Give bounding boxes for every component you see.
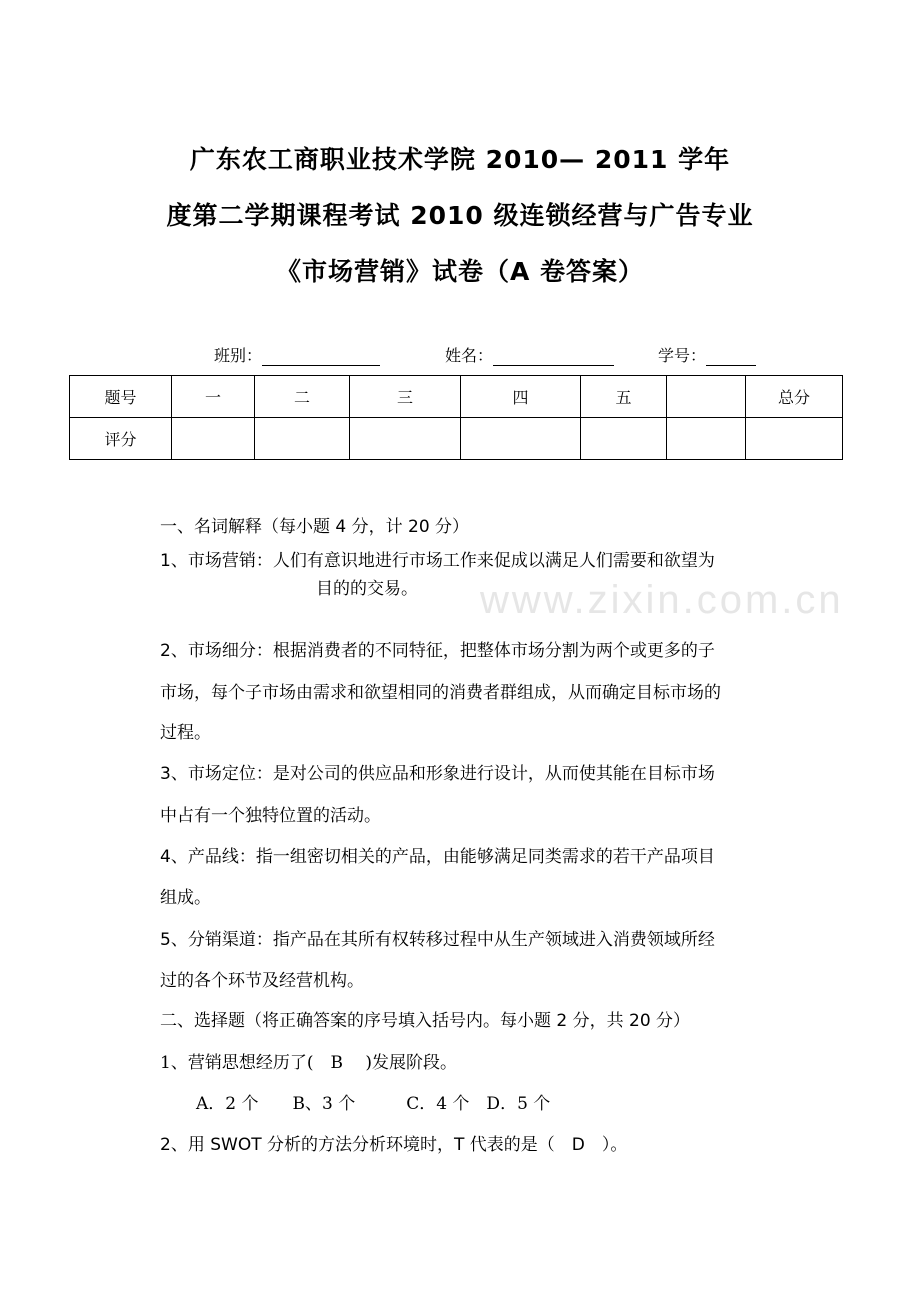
score-cell-1[interactable] (172, 418, 255, 460)
header-cell-5: 五 (581, 376, 667, 418)
score-table-header-row (70, 376, 843, 418)
title-line-3: 《市场营销》试卷（A 卷答案） (275, 257, 645, 286)
header-cell-question-no: 题号 (70, 376, 172, 418)
name-field (445, 343, 614, 366)
score-cell-5[interactable] (581, 418, 667, 460)
q4-definition-line-1: 4、产品线：指一组密切相关的产品，由能够满足同类需求的若干产品项目 (160, 847, 715, 867)
name-label: 姓名： (445, 346, 494, 365)
q2-definition-line-1: 2、市场细分：根据消费者的不同特征，把整体市场分割为两个或更多的子 (160, 641, 715, 661)
mc-q2: 2、用 SWOT 分析的方法分析环境时，T 代表的是（ D ）。 (160, 1135, 628, 1155)
q5-definition-line-2: 过的各个环节及经营机构。 (160, 971, 364, 991)
q5-definition-line-1: 5、分销渠道：指产品在其所有权转移过程中从生产领域进入消费领域所经 (160, 930, 715, 950)
id-field (658, 343, 756, 366)
id-label: 学号： (658, 346, 707, 365)
header-cell-1: 一 (172, 376, 255, 418)
score-table-score-row (70, 418, 843, 460)
class-label: 班别： (214, 346, 263, 365)
mc-q1-options: A．2 个 B、3 个 C．4 个 D．5 个 (196, 1094, 551, 1114)
name-blank[interactable] (493, 347, 614, 366)
q2-definition-line-2: 市场，每个子市场由需求和欲望相同的消费者群组成，从而确定目标市场的 (160, 683, 721, 703)
header-cell-4: 四 (461, 376, 581, 418)
class-field (214, 343, 380, 366)
title-line-1: 广东农工商职业技术学院 2010— 2011 学年 (189, 145, 731, 174)
score-cell-4[interactable] (461, 418, 581, 460)
score-cell-2[interactable] (255, 418, 350, 460)
score-row-label: 评分 (70, 418, 172, 460)
score-cell-6[interactable] (667, 418, 746, 460)
header-cell-total: 总分 (746, 376, 843, 418)
q1-definition-line-2: 目的的交易。 (316, 579, 418, 599)
score-cell-total[interactable] (746, 418, 843, 460)
header-cell-2: 二 (255, 376, 350, 418)
q2-definition-line-3: 过程。 (160, 723, 211, 743)
student-info-row (0, 343, 920, 367)
section2-heading: 二、选择题（将正确答案的序号填入括号内。每小题 2 分，共 20 分） (160, 1011, 691, 1031)
title-line-2: 度第二学期课程考试 2010 级连锁经营与广告专业 (166, 201, 754, 230)
mc-q1: 1、营销思想经历了( B )发展阶段。 (160, 1053, 457, 1073)
q4-definition-line-2: 组成。 (160, 888, 211, 908)
q3-definition-line-2: 中占有一个独特位置的活动。 (160, 806, 381, 826)
section1-heading: 一、名词解释（每小题 4 分，计 20 分） (160, 517, 470, 537)
watermark: www.zixin.com.cn (480, 578, 844, 622)
score-table (69, 375, 843, 460)
header-cell-blank (667, 376, 746, 418)
id-blank[interactable] (706, 347, 756, 366)
header-cell-3: 三 (350, 376, 461, 418)
q3-definition-line-1: 3、市场定位：是对公司的供应品和形象进行设计，从而使其能在目标市场 (160, 764, 715, 784)
score-cell-3[interactable] (350, 418, 461, 460)
q1-definition-line-1: 1、市场营销：人们有意识地进行市场工作来促成以满足人们需要和欲望为 (160, 551, 715, 571)
class-blank[interactable] (262, 347, 380, 366)
